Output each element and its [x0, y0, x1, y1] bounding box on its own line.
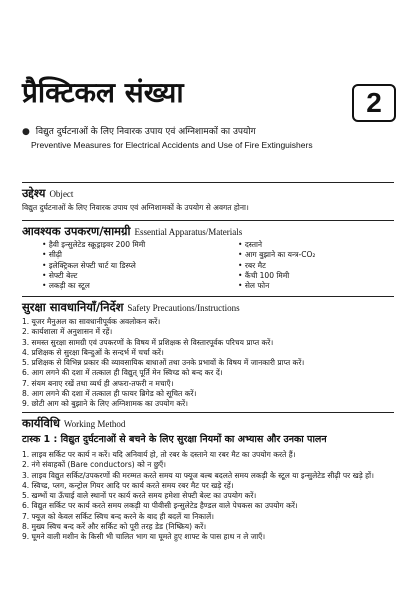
list-item: 8. मुख्य स्विच बन्द करें और सर्किट को पूरी तरह डेड (निष्क्रिय) करें।: [22, 522, 207, 532]
list-item: 6. आग लगने की दशा में तत्काल ही विद्युत् पूर्ति मेन स्विच्ड को बन्द कर दें।: [22, 368, 223, 378]
list-item: 2. कार्यशाला में अनुशासन में रहें।: [22, 327, 113, 337]
list-item: • रबर मैट: [238, 261, 398, 271]
list-item: 7. संयम बनाए रखें तथा व्यर्थ ही अफरा-तफरी न मचाएँ।: [22, 378, 174, 388]
list-item: 7. फ्यूज को केवल सर्किट स्विच बन्द करने के बाद ही बदलें या निकालें।: [22, 511, 215, 521]
list-item: 4. स्विच्ड, प्लग, कन्ट्रोल गियर आदि पर कार्य करते समय रबर मैट पर खड़े रहें।: [22, 480, 234, 490]
task-title: टास्क 1 : विद्युत दुर्घटनाओं से बचने के लिए सुरक्षा नियमों का अभ्यास और उनका पालन: [22, 434, 327, 445]
apparatus-heading-hi: आवश्यक उपकरण/सामग्री: [22, 224, 131, 238]
list-item: • लकड़ी का स्टूल: [42, 281, 232, 291]
list-item: • हैवी इन्सुलेटेड स्क्रूड्राइवर 200 मिमी: [42, 240, 232, 250]
section-divider: [22, 412, 394, 413]
safety-heading-hi: सुरक्षा सावधानियाँ/निर्देश: [22, 300, 124, 314]
subtitle-hindi: विद्युत दुर्घटनाओं के लिए निवारक उपाय एवं अग्निशामकों का उपयोग: [35, 127, 256, 137]
method-heading-hi: कार्यविधि: [22, 416, 60, 430]
list-item: • कैंची 100 मिमी: [238, 271, 398, 281]
apparatus-list-left: [42, 240, 232, 291]
section-divider: [22, 220, 394, 221]
list-item: 4. प्रशिक्षक से सुरक्षा बिन्दुओं के सन्दर्भ में चर्चा करें।: [22, 347, 164, 357]
method-steps: [22, 450, 402, 543]
list-item: • आग बुझाने का यन्त्र-CO₂: [238, 250, 398, 260]
list-item: 9. छोटी आग को बुझाने के लिए अग्निशामक का उपयोग करें।: [22, 399, 188, 409]
page-title: प्रैक्टिकल संख्या: [22, 76, 184, 109]
subtitle-english: Preventive Measures for Electrical Accidents and Use of Fire Extinguishers: [31, 140, 313, 150]
objective-heading: [22, 186, 73, 201]
method-heading: [22, 416, 125, 431]
apparatus-heading-en: Essential Apparatus/Materials: [134, 227, 243, 237]
section-divider: [22, 296, 394, 297]
apparatus-list-right: [238, 240, 398, 291]
list-item: 2. नंगे संवाहकों (Bare conductors) को न छुएँ।: [22, 460, 166, 470]
list-item: • इलेक्ट्रिकल सेफ्टी चार्ट या डिस्प्ले: [42, 261, 232, 271]
objective-text: विद्युत दुर्घटनाओं के लिए निवारक उपाय एवं अग्निशामकों के उपयोग से अवगत होना।: [22, 203, 249, 212]
list-item: 1. लाइव सर्किट पर कार्य न करें। यदि अनिवार्य हो, तो रबर के दस्ताने या रबर मैट का उपयोग करते हैं।: [22, 450, 296, 459]
list-item: 3. समस्त सुरक्षा सामग्री एवं उपकरणों के विषय में प्रशिक्षक से विस्तारपूर्वक परिचय प्राप्त करें।: [22, 337, 274, 347]
list-item: 5. खम्भों या ऊँचाई वाले स्थानों पर कार्य करते समय हमेशा सेफ्टी बेल्ट का उपयोग करें।: [22, 491, 257, 501]
list-item: • सेफ्टी बेल्ट: [42, 271, 232, 281]
practical-number-badge: 2: [352, 84, 396, 122]
list-item: 3. लाइव विद्युत सर्किट/उपकरणों की मरम्मत करते समय या फ्यूज बल्ब बदलते समय लकड़ी के स्टूल या इन्सुलेटेड सीढ़ी पर खड़े हों।: [22, 470, 374, 480]
list-item: • सेल फोन: [238, 281, 398, 291]
safety-list: [22, 317, 402, 410]
bullet-icon: ●: [22, 127, 30, 137]
safety-heading: [22, 300, 240, 315]
section-divider: [22, 182, 394, 183]
objective-heading-en: Object: [49, 189, 74, 199]
list-item: 8. आग लगने की दशा में तत्काल ही फायर ब्रिगेड को सूचित करें।: [22, 389, 197, 399]
safety-heading-en: Safety Precautions/Instructions: [127, 303, 240, 313]
subtitle-hindi-row: [22, 126, 256, 138]
objective-heading-hi: उद्देश्य: [22, 186, 46, 200]
list-item: • दस्ताने: [238, 240, 398, 250]
list-item: 6. विद्युत सर्किट पर कार्य करते समय लकड़ी या पीवीसी इन्सुलेटेड हैण्डल वाले पेचकस का उपयोग करें।: [22, 501, 298, 511]
list-item: 5. प्रशिक्षक से विभिन्न प्रकार की व्यावसायिक बाधाओं तथा उनके प्रभावों के विषय में जानकारी प्राप्त करें।: [22, 358, 305, 368]
list-item: • सीढ़ी: [42, 250, 232, 260]
method-heading-en: Working Method: [63, 419, 126, 429]
apparatus-heading: [22, 224, 242, 239]
list-item: 1. यूजर मैनुअल का सावधानीपूर्वक अवलोकन करें।: [22, 317, 161, 326]
list-item: 9. घूमने वाली मशीन के किसी भी चालित भाग या घूमते हुए शाफ्ट के पास हाथ न ले जाएँ।: [22, 532, 266, 542]
